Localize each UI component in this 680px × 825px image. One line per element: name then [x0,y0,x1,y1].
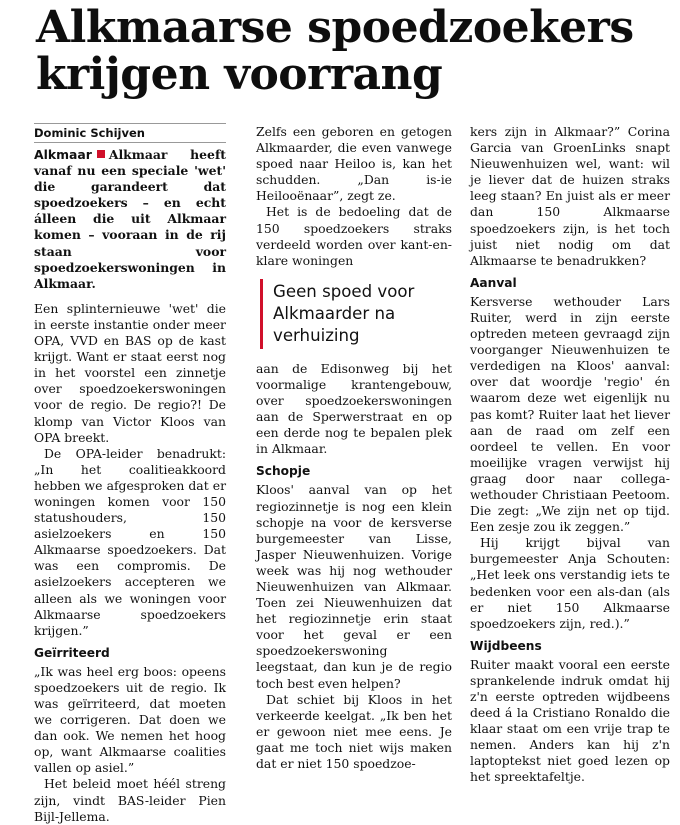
headline: Alkmaarse spoedzoekers krijgen voorrang [36,2,634,100]
paragraph: Het beleid moet héél streng zijn, vindt BAS-leider Pien Bijl-Jellema. [34,776,226,824]
paragraph: aan de Edisonweg bij het voormalige krantengebouw, over spoedzoekerswoningen aan de Sperwerstraat en op een derde nog te bepalen plek in Alkmaar. [256,360,452,457]
paragraph: Zelfs een geboren en getogen Alkmaarder, die even vanwege spoed naar Heiloo is, kan het schudden. „Dan is-ie Heilooënaar”, zegt ze. [256,124,452,204]
article-column-2 [256,124,452,772]
paragraph: Dat schiet bij Kloos in het verkeerde keelgat. „Ik ben het er gewoon niet mee eens. Je gaat me toch niet wijs maken dat er niet 150 spoedzoe- [256,691,452,771]
lead-paragraph [34,147,226,292]
lead-text: Alkmaar heeft vanaf nu een speciale 'wet' die garandeert dat spoedzoekers – en echt álleen die uit Alkmaar komen – vooraan in de rij staan voor spoedzoekerswoningen in Alkmaar. [34,147,226,291]
paragraph: Kersverse wethouder Lars Ruiter, werd in zijn eerste optreden meteen gevraagd zijn voorganger Nieuwenhuizen te verdedigen na Kloos' aanval: over dat woordje 'regio' én waarom deze wet eigenlijk nu pas komt? Ruiter laat het liever aan de raad om zelf een oordeel te vellen. En voor moeilijke vragen verwijst hij graag door naar collega-wethouder Christiaan Peetoom. Die zegt: „We zijn net op tijd. Een zesje zou ik zeggen.” [470,293,670,535]
paragraph: Het is de bedoeling dat de 150 spoedzoekers straks verdeeld worden over kant-en-klare woningen [256,204,452,268]
red-square-icon [97,150,105,158]
paragraph: Een splinternieuwe 'wet' die in eerste instantie onder meer OPA, VVD en BAS op de kast krijgt. Want er staat eerst nog in het voorstel een zinnetje over spoedzoekerswoningen voor de regio. De regio?! De klomp van Victor Kloos van OPA breekt. [34,300,226,445]
paragraph: De OPA-leider benadrukt: „In het coalitieakkoord hebben we afgesproken dat er woningen komen voor 150 statushouders, 150 asielzoekers en 150 Alkmaarse spoedzoekers. Dat was een compromis. De asielzoekers accepteren we alleen als we woningen voor Alkmaarse spoedzoekers krijgen.” [34,445,226,638]
subheading: Geïrriteerd [34,645,110,660]
dateline-place: Alkmaar [34,147,92,162]
paragraph: Hij krijgt bijval van burgemeester Anja Schouten: „Het leek ons verstandig iets te bedenken voor een als-dan (als er niet 150 Alkmaarse spoedzoekers zijn, red.).” [470,535,670,631]
article-column-1 [34,123,226,825]
subheading: Schopje [256,464,311,479]
paragraph: Kloos' aanval van op het regiozinnetje is nog een klein schopje na voor de kersverse burgemeester van Lisse, Jasper Nieuwenhuizen. Vorige week was hij nog wethouder Nieuwenhuizen van Alkmaar. Toen zei Nieuwenhuizen dat het regiozinnetje erin staat voor het geval er een spoedzoekerswoning leegstaat, dan kun je de regio toch best even helpen? [256,482,452,691]
pull-quote: Geen spoed voor Alkmaarder na verhuizing [260,279,452,349]
article-column-3 [470,124,670,786]
paragraph: Ruiter maakt vooral een eerste sprankelende indruk omdat hij z'n eerste optreden wijdbeens deed á la Cristiano Ronaldo die klaar staat om een vrije trap te nemen. Anders kan hij z'n laptoptekst niet goed lezen op het spreektafeltje. [470,656,670,785]
subheading: Wijdbeens [470,638,542,653]
subheading: Aanval [470,275,517,290]
paragraph: kers zijn in Alkmaar?” Corina Garcia van GroenLinks snapt Nieuwenhuizen wel, want: wil je liever dat de huizen straks leeg staan? En juist als er meer dan 150 Alkmaarse spoedzoekers zijn, is het toch juist niet nodig om dat Alkmaarse te benadrukken? [470,124,670,268]
paragraph: „Ik was heel erg boos: opeens spoedzoekers uit de regio. Ik was geïrriteerd, dat moeten we corrigeren. Dat doen we dan ook. We nemen het hoog op, want Alkmaarse coalities vallen op asiel.” [34,663,226,776]
byline: Dominic Schijven [34,123,226,143]
